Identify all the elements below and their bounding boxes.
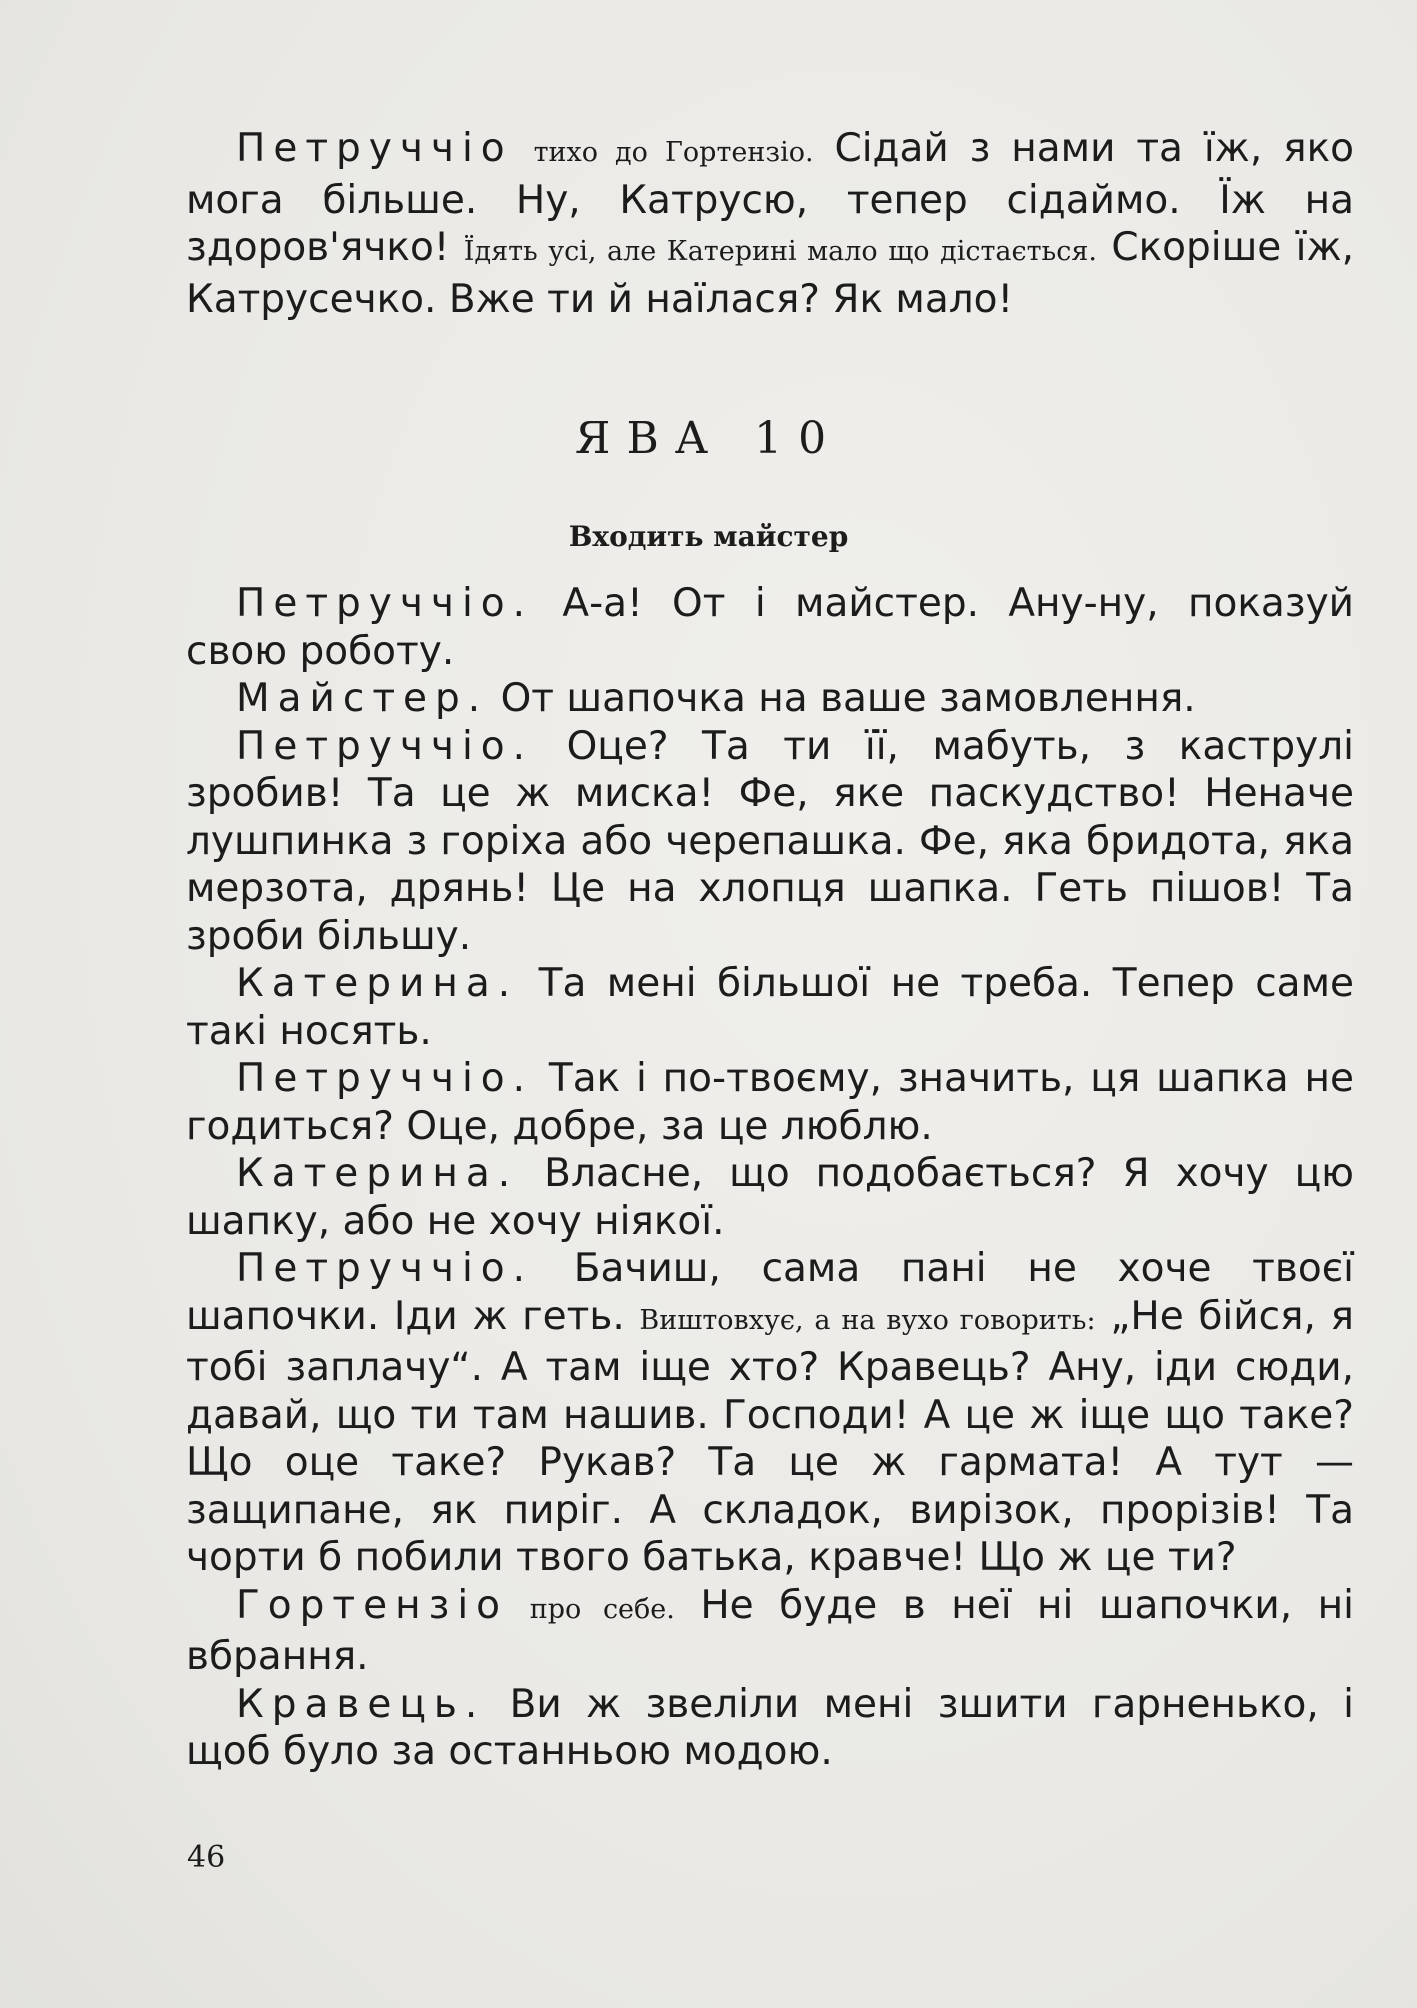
speaker-name: Кравець. (236, 1681, 486, 1727)
dialogue-text: „Не бійся, я тобі заплачу“. А там іще хто? Кравець? Ану, іди сюди, давай, що ти там нашив. Господи! А це ж іще що таке? Що оце таке? Рукав? Та це ж гармата! А тут — защипане, як пиріг. А складок, вирізок, прорізів! Та чорти б побили твого батька, кравче! Що ж це ти? (186, 1293, 1355, 1580)
dialogue-text: Бачиш, сама пані не хоче твоєї шапочки. Іди ж геть. (186, 1246, 1354, 1339)
dialogue-text: Так і по-твоєму, значить, ця шапка не годиться? Оце, добре, за це люблю. (186, 1056, 1354, 1149)
speaker-name: Петруччіо. (236, 1056, 534, 1101)
stage-direction: тихо до Гортензіо. (533, 137, 814, 168)
stage-direction: Їдять усі, але Катерині мало що дістається. (463, 236, 1097, 267)
dialogue-text: Не буде в неї ні шапочки, ні вбрання. (186, 1582, 1354, 1679)
dialogue-text: От шапочка на ваше замовлення. (488, 676, 1196, 721)
dialogue-text: Оце? Та ти її, мабуть, з каструлі зробив! Та це ж миска! Фе, яке паскудство! Неначе лушпинка з горіха або черепашка. Фе, яка бридота, яка мерзота, дрянь! Це на хлопця шапка. Геть пішов! Та зроби більшу. (186, 723, 1354, 959)
dialogue-line (186, 675, 1354, 723)
dialogue-line (186, 723, 1354, 961)
dialogue-block (186, 580, 1354, 1776)
dialogue-text: Власне, що подобається? Я хочу цю шапку, або не хочу ніякої. (186, 1151, 1354, 1244)
dialogue-text: Скоріше їж, Катрусечко. Вже ти й наїлася? Як мало! (186, 225, 1354, 322)
speaker-name: Петруччіо (236, 126, 513, 171)
dialogue-text: Сідай з нами та їж, яко мога більше. Ну, Катрусю, тепер сідаймо. Їж на здоров'ячко! (186, 126, 1354, 270)
scene-direction: Входить майстер (568, 520, 849, 553)
dialogue-line (186, 1245, 1354, 1582)
dialogue-line (186, 580, 1354, 675)
speaker-name: Петруччіо. (236, 1246, 534, 1291)
speaker-name: Майстер. (236, 676, 489, 721)
dialogue-line (186, 1582, 1354, 1681)
dialogue-line (186, 1681, 1354, 1776)
scene-title: ЯВА 10 (574, 413, 843, 464)
dialogue-line (186, 960, 1354, 1055)
dialogue-line (186, 125, 1354, 323)
speaker-name: Гортензіо (236, 1582, 509, 1628)
speaker-name: Петруччіо. (236, 723, 534, 769)
dialogue-line (186, 1150, 1354, 1245)
dialogue-line (186, 1055, 1354, 1150)
speaker-name: Петруччіо. (236, 581, 534, 626)
stage-direction: Виштовхує, а на вухо говорить: (639, 1304, 1096, 1336)
dialogue-text: Та мені більшої не треба. Тепер саме такі носять. (186, 961, 1354, 1054)
speaker-name: Катерина. (236, 1151, 519, 1196)
dialogue-text: Ви ж звеліли мені зшити гарненько, і щоб було за останньою модою. (186, 1681, 1354, 1774)
stage-direction: про себе. (508, 1593, 675, 1625)
page-number: 46 (187, 1840, 226, 1875)
dialogue-text: А-а! От і майстер. Ану-ну, показуй свою роботу. (186, 581, 1354, 674)
speaker-name: Катерина. (236, 961, 519, 1006)
opening-paragraph (186, 125, 1354, 323)
